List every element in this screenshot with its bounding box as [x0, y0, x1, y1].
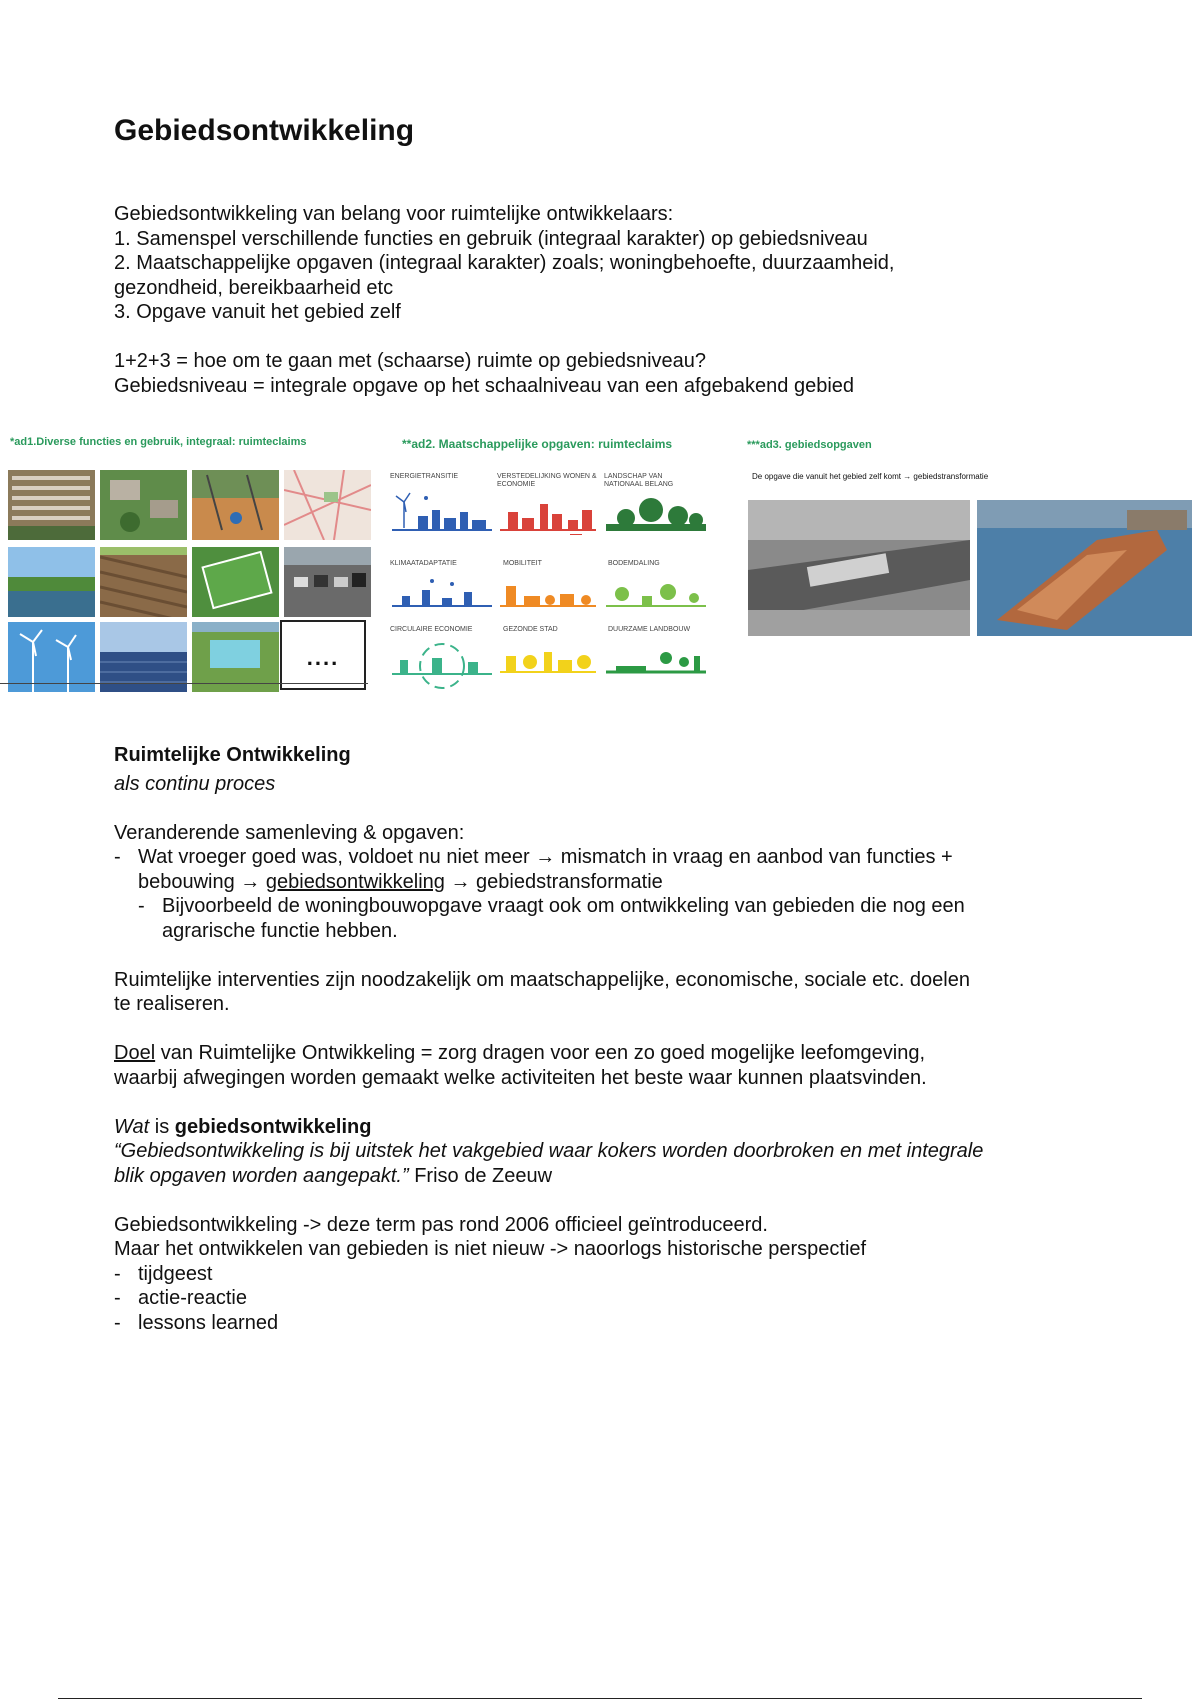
- label-verstedelijking: VERSTEDELIJKING WONEN & ECONOMIE: [497, 473, 597, 488]
- label-gezonde-stad: GEZONDE STAD: [503, 626, 558, 633]
- ad3-title: ***ad3. gebiedsopgaven: [747, 439, 872, 451]
- intro-item-2-cont: gezondheid, bereikbaarheid etc: [114, 276, 394, 299]
- intro-question: 1+2+3 = hoe om te gaan met (schaarse) ruimte op gebiedsniveau?: [114, 350, 707, 372]
- quote-author: Friso de Zeeuw: [408, 1164, 553, 1187]
- page-title: Gebiedsontwikkeling: [114, 114, 415, 147]
- interventions-text-2: te realiseren.: [114, 993, 230, 1015]
- photo-map: [284, 470, 371, 540]
- photo-river: [8, 547, 95, 617]
- icon-circulaire-economie: [392, 638, 492, 692]
- intro-item-2: 2. Maatschappelijke opgaven (integraal karakter) zoals; woningbehoefte, duurzaamheid,: [114, 252, 895, 274]
- photo-sports-field: [192, 547, 279, 617]
- footer-divider: [58, 1698, 1142, 1699]
- label-klimaatadaptatie: KLIMAATADAPTATIE: [390, 560, 457, 567]
- ad2-title: **ad2. Maatschappelijke opgaven: ruimteclaims: [402, 437, 673, 451]
- ad1-divider: [0, 683, 368, 684]
- intro-block: [114, 202, 1114, 398]
- what-is-heading: Wat is gebiedsontwikkeling: [114, 1115, 372, 1138]
- photo-playground: [192, 470, 279, 540]
- label-bodemdaling: BODEMDALING: [608, 560, 660, 567]
- icon-bodemdaling: [606, 576, 706, 612]
- icon-klimaatadaptatie: [392, 576, 492, 612]
- intro-lead: Gebiedsontwikkeling van belang voor ruimtelijke ontwikkelaars:: [114, 203, 674, 225]
- section-ruimtelijke-ontwikkeling: [114, 743, 1114, 1335]
- quote-line-1: “Gebiedsontwikkeling is bij uitstek het vakgebied waar kokers worden doorbroken en met integrale: [114, 1140, 984, 1162]
- goal-text-2: waarbij afwegingen worden gemaakt welke activiteiten het beste waar kunnen plaatsvinden.: [114, 1066, 927, 1089]
- intro-item-3: 3. Opgave vanuit het gebied zelf: [114, 301, 401, 323]
- photo-harbor-historic: [748, 500, 970, 636]
- photo-farmland: [100, 547, 187, 617]
- goal-text-1: Doel van Ruimtelijke Ontwikkeling = zorg dragen voor een zo goed mogelijke leefomgeving,: [114, 1042, 926, 1064]
- icon-energietransitie: [392, 490, 492, 535]
- label-energietransitie: ENERGIETRANSITIE: [390, 473, 459, 480]
- label-landschap: LANDSCHAP VAN NATIONAAL BELANG: [604, 473, 674, 488]
- label-mobiliteit: MOBILITEIT: [503, 560, 542, 567]
- history-item: - actie-reactie: [114, 1287, 247, 1309]
- history-text-1: Gebiedsontwikkeling -> deze term pas rond 2006 officieel geïntroduceerd.: [114, 1213, 768, 1236]
- photo-city-green: [100, 470, 187, 540]
- photo-swimming-pool: [192, 622, 279, 692]
- section2-subheading: als continu proces: [114, 772, 276, 795]
- icon-gezonde-stad: [500, 642, 596, 678]
- photo-wind-turbines: [8, 622, 95, 692]
- quote-line-2: blik opgaven worden aangepakt.” Friso de Zeeuw: [114, 1164, 553, 1187]
- icon-landschap: [606, 490, 706, 535]
- intro-definition: Gebiedsniveau = integrale opgave op het schaalniveau van een afgebakend gebied: [114, 374, 855, 397]
- photo-housing-aerial: [8, 470, 95, 540]
- gebiedsontwikkeling-link-text: gebiedsontwikkeling: [265, 870, 445, 893]
- label-duurzame-landbouw: DUURZAME LANDBOUW: [608, 626, 691, 633]
- history-text-2: Maar het ontwikkelen van gebieden is niet nieuw -> naoorlogs historische perspectief: [114, 1238, 867, 1260]
- interventions-text-1: Ruimtelijke interventies zijn noodzakelijk om maatschappelijke, economische, sociale etc. doelen: [114, 968, 970, 991]
- more-photos-box: ....: [280, 620, 366, 690]
- section2-lead: Veranderende samenleving & opgaven:: [114, 821, 465, 844]
- ad1-title: *ad1.Diverse functies en gebruik, integraal: ruimteclaims: [10, 436, 307, 448]
- icon-duurzame-landbouw: [606, 642, 706, 678]
- history-item: - tijdgeest: [114, 1262, 213, 1285]
- ad3-subtitle: De opgave die vanuit het gebied zelf komt → gebiedstransformatie: [752, 472, 989, 481]
- icon-mobiliteit: [500, 576, 596, 612]
- intro-item-1: 1. Samenspel verschillende functies en gebruik (integraal karakter) op gebiedsniveau: [114, 227, 868, 250]
- photo-traffic: [284, 547, 371, 617]
- history-item: - lessons learned: [114, 1311, 279, 1334]
- bullet-mismatch: - Wat vroeger goed was, voldoet nu niet meer → mismatch in vraag en aanbod van functies + bebouwing → gebiedsontwikkeling → gebiedstransformatie: [114, 846, 953, 893]
- label-circulaire-economie: CIRCULAIRE ECONOMIE: [390, 626, 473, 633]
- sub-bullet-woningbouw: - Bijvoorbeeld de woningbouwopgave vraagt ook om ontwikkeling van gebieden die nog een agrarische functie hebben.: [138, 895, 965, 942]
- photo-harbor-modern: [977, 500, 1192, 636]
- section2-heading: Ruimtelijke Ontwikkeling: [114, 744, 351, 766]
- photo-solar-field: [100, 622, 187, 692]
- icon-verstedelijking: [500, 490, 596, 535]
